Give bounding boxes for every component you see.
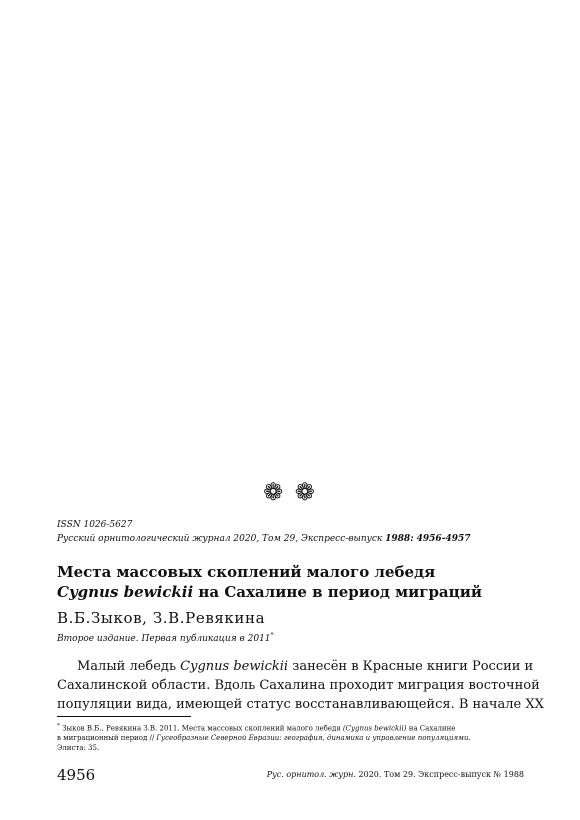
footnote-line-1 (57, 721, 537, 733)
body-line-1-end: занесён в Красные книги России и (288, 659, 534, 674)
body-line-3: популяции вида, имеющей статус восстанавливающейся. В начале XX (57, 697, 544, 712)
journal-citation (57, 534, 470, 544)
title-line-1: Места массовых скоплений малого лебедя (57, 563, 436, 581)
footnote (57, 721, 537, 753)
body-line-2: Сахалинской области. Вдоль Сахалина проходит миграция восточной (57, 678, 540, 693)
journal-citation-prefix: Русский орнитологический журнал 2020, Том 29, Экспресс-выпуск (57, 534, 386, 544)
edition-note (57, 632, 274, 644)
article-body (57, 657, 544, 714)
title-species: Cygnus bewickii (57, 583, 194, 601)
footnote-mark-ref: * (57, 723, 60, 729)
footnote-rule (57, 716, 191, 717)
article-title (57, 562, 537, 602)
body-line-1 (57, 657, 534, 676)
footnote-line-1-end: на Сахалине (406, 724, 456, 733)
edition-text: Второе издание. Первая публикация в 2011 (57, 634, 271, 644)
body-line-1-start: Малый лебедь (77, 659, 181, 674)
footnote-line-1-start: Зыков В.Б., Ревякина З.В. 2011. Места массовых скоплений малого лебедя (59, 724, 343, 733)
footnote-line-3: Элиста: 35. (57, 744, 100, 753)
authors: В.Б.Зыков, З.В.Ревякина (57, 609, 266, 627)
footnote-source: Гусеобразные Северной Евразии: география, динамика и управление популяциями. (156, 734, 471, 743)
footnote-mark: * (270, 632, 274, 639)
page-number: 4956 (57, 766, 96, 784)
journal-abbreviation: Рус. орнитол. журн. (266, 770, 356, 779)
body-species: Cygnus bewickii (180, 659, 289, 674)
footnote-line-2-start: в миграционный период // (57, 734, 157, 743)
footnote-line-2 (57, 733, 537, 743)
footnote-species: (Cygnus bewickii) (342, 724, 407, 733)
journal-issue: 1988: 4956-4957 (385, 534, 471, 544)
ornament-divider: ❁ ❁ (263, 478, 317, 506)
footer-details: 2020. Том 29. Экспресс-выпуск № 1988 (355, 770, 524, 779)
issn: ISSN 1026-5627 (57, 520, 133, 530)
title-line-2 (57, 582, 537, 602)
running-footer (267, 770, 524, 779)
title-line-2-rest: на Сахалине в период миграций (193, 583, 482, 601)
